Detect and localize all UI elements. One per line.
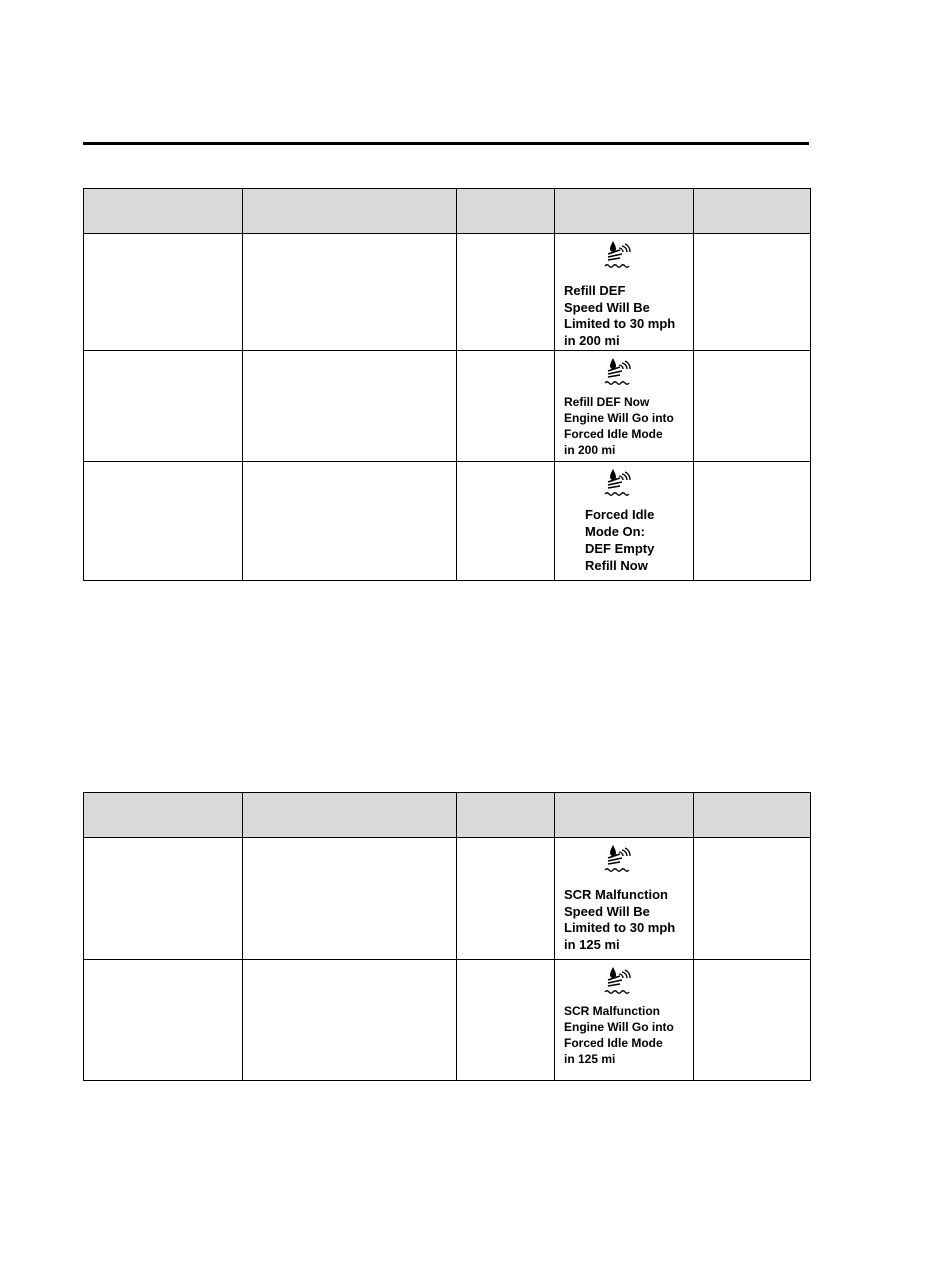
header-cell bbox=[243, 793, 457, 838]
table-row bbox=[84, 462, 811, 581]
message-cell bbox=[555, 351, 694, 462]
header-cell bbox=[555, 189, 694, 234]
table-row bbox=[84, 960, 811, 1081]
table-header-row bbox=[84, 793, 811, 838]
message-cell bbox=[555, 838, 694, 960]
message-cell bbox=[555, 960, 694, 1081]
table-row bbox=[84, 838, 811, 960]
header-cell bbox=[694, 189, 811, 234]
def-fluid-warning-icon bbox=[603, 842, 633, 874]
message-cell bbox=[555, 234, 694, 351]
header-cell bbox=[84, 793, 243, 838]
header-cell bbox=[694, 793, 811, 838]
scr-warning-table bbox=[83, 792, 811, 1081]
message-text: Forced Idle Mode On: DEF Empty Refill Now bbox=[585, 507, 655, 573]
header-cell bbox=[84, 189, 243, 234]
header-cell bbox=[457, 189, 555, 234]
header-cell bbox=[457, 793, 555, 838]
def-fluid-warning-icon bbox=[603, 964, 633, 996]
message-text: Refill DEF Now Engine Will Go into Forced Idle Mode in 200 mi bbox=[564, 395, 674, 457]
header-cell bbox=[243, 189, 457, 234]
table-header-row bbox=[84, 189, 811, 234]
def-warning-table bbox=[83, 188, 811, 581]
table-row bbox=[84, 351, 811, 462]
def-fluid-warning-icon bbox=[603, 355, 633, 387]
message-text: Refill DEF Speed Will Be Limited to 30 mph in 200 mi bbox=[564, 283, 676, 348]
section-rule bbox=[83, 142, 809, 145]
header-cell bbox=[555, 793, 694, 838]
message-text: SCR Malfunction Speed Will Be Limited to 30 mph in 125 mi bbox=[564, 887, 676, 952]
def-fluid-warning-icon bbox=[603, 466, 633, 498]
message-text: SCR Malfunction Engine Will Go into Forced Idle Mode in 125 mi bbox=[564, 1004, 674, 1066]
def-fluid-warning-icon bbox=[603, 238, 633, 270]
table-row bbox=[84, 234, 811, 351]
message-cell bbox=[555, 462, 694, 581]
